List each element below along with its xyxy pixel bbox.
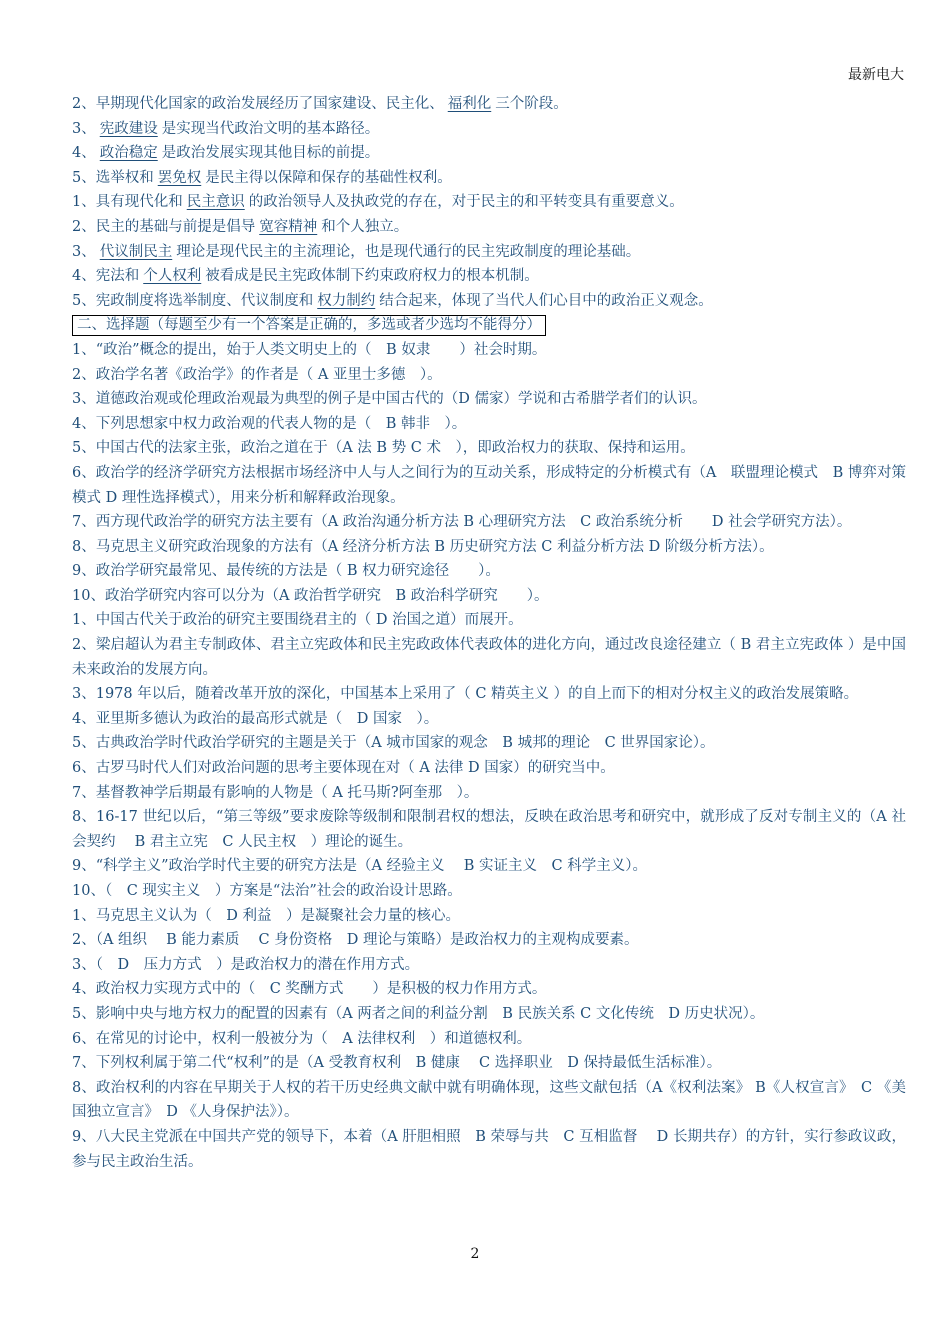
fill-item: 4、宪法和 个人权利 被看成是民主宪政体制下约束政府权力的根本机制。 xyxy=(72,268,539,285)
choice-item: 8、16-17 世纪以后，“第三等级”要求废除等级制和限制君权的想法，反映在政治思考和研究中，就形成了反对专制主义的（A 社会契约 B 君主立宪 C 人民主权 ）理论的诞生。 xyxy=(72,809,906,850)
fill-item: 3、 代议制民主 理论是现代民主的主流理论，也是现代通行的民主宪政制度的理论基础。 xyxy=(72,243,641,260)
choice-item: 4、政治权力实现方式中的（ C 奖酬方式 ）是积极的权力作用方式。 xyxy=(72,981,547,998)
choice-item: 2、梁启超认为君主专制政体、君主立宪政体和民主宪政政体代表政体的进化方向，通过改良途径建立（ B 君主立宪政体 ）是中国未来政治的发展方向。 xyxy=(72,637,906,678)
choice-item: 10、政治学研究内容可以分为（A 政治哲学研究 B 政治科学研究 ）。 xyxy=(72,587,549,604)
choice-item: 5、中国古代的法家主张，政治之道在于（A 法 B 势 C 术 ），即政治权力的获取、保持和运用。 xyxy=(72,440,695,457)
fill-item: 4、 政治稳定 是政治发展实现其他目标的前提。 xyxy=(72,145,380,162)
choice-item: 1、马克思主义认为（ D 利益 ）是凝聚社会力量的核心。 xyxy=(72,907,460,924)
header-text: 最新电大 xyxy=(848,67,904,83)
fill-answer: 宪政建设 xyxy=(99,120,158,137)
choice-item: 9、政治学研究最常见、最传统的方法是（ B 权力研究途径 ）。 xyxy=(72,563,500,580)
choice-item: 7、下列权利属于第二代“权利”的是（A 受教育权利 B 健康 C 选择职业 D 保持最低生活标准）。 xyxy=(72,1055,722,1072)
choice-item: 10、（ C 现实主义 ）方案是“法治”社会的政治设计思路。 xyxy=(72,883,462,899)
choice-item: 5、影响中央与地方权力的配置的因素有（A 两者之间的利益分割 B 民族关系 C 文化传统 D 历史状况）。 xyxy=(72,1005,765,1022)
fill-answer: 政治稳定 xyxy=(99,145,158,162)
fill-item: 3、 宪政建设 是实现当代政治文明的基本路径。 xyxy=(72,120,380,137)
choice-item: 6、古罗马时代人们对政治问题的思考主要体现在对（ A 法律 D 国家）的研究当中。 xyxy=(72,760,615,777)
fill-answer: 民主意识 xyxy=(186,194,245,211)
section-heading xyxy=(72,313,906,338)
choice-item: 8、马克思主义研究政治现象的方法有（A 经济分析方法 B 历史研究方法 C 利益分析方法 D 阶级分析方法）。 xyxy=(72,538,774,555)
choice-item: 9、“科学主义”政治学时代主要的研究方法是（A 经验主义 B 实证主义 C 科学主义）。 xyxy=(72,858,647,875)
fill-answer: 个人权利 xyxy=(143,268,202,285)
fill-item: 5、选举权和 罢免权 是民主得以保障和保存的基础性权利。 xyxy=(72,169,452,186)
choice-item: 4、下列思想家中权力政治观的代表人物的是（ B 韩非 ）。 xyxy=(72,415,467,432)
choice-item: 7、基督教神学后期最有影响的人物是（ A 托马斯?阿奎那 ）。 xyxy=(72,784,479,801)
fill-answer: 罢免权 xyxy=(157,169,202,186)
choice-item: 2、政治学名著《政治学》的作者是（ A 亚里士多德 ）。 xyxy=(72,366,442,383)
document-body xyxy=(72,92,906,1174)
fill-item: 2、早期现代化国家的政治发展经历了国家建设、民主化、 福利化 三个阶段。 xyxy=(72,96,568,112)
choice-item: 6、在常见的讨论中，权利一般被分为（ A 法律权利 ）和道德权利。 xyxy=(72,1030,532,1047)
section-title: 二、选择题（每题至少有一个答案是正确的，多选或者少选均不能得分） xyxy=(72,315,546,336)
choice-item: 1、“政治”概念的提出，始于人类文明史上的（ B 奴隶 ）社会时期。 xyxy=(72,341,547,358)
choice-item: 5、古典政治学时代政治学研究的主题是关于（A 城市国家的观念 B 城邦的理论 C 世界国家论）。 xyxy=(72,735,715,752)
fill-item: 2、民主的基础与前提是倡导 宽容精神 和个人独立。 xyxy=(72,218,409,235)
choice-item: 2、（A 组织 B 能力素质 C 身份资格 D 理论与策略）是政治权力的主观构成要素。 xyxy=(72,932,639,949)
fill-answer: 权力制约 xyxy=(317,292,376,309)
fill-item: 5、宪政制度将选举制度、代议制度和 权力制约 结合起来，体现了当代人们心目中的政治正义观念。 xyxy=(72,292,713,309)
choice-item: 8、政治权利的内容在早期关于人权的若干历史经典文献中就有明确体现，这些文献包括（A《权利法案》 B《人权宣言》 C 《美国独立宣言》 D 《人身保护法》）。 xyxy=(72,1079,906,1121)
fill-answer: 代议制民主 xyxy=(99,243,173,260)
choice-item: 3、（ D 压力方式 ）是政治权力的潜在作用方式。 xyxy=(72,956,420,973)
choice-item: 9、八大民主党派在中国共产党的领导下，本着（A 肝胆相照 B 荣辱与共 C 互相监督 D 长期共存）的方针，实行参政议政，参与民主政治生活。 xyxy=(72,1128,906,1170)
choice-item: 3、道德政治观或伦理政治观最为典型的例子是中国古代的（D 儒家）学说和古希腊学者们的认识。 xyxy=(72,391,707,408)
fill-answer: 宽容精神 xyxy=(259,218,318,235)
choice-item: 3、1978 年以后，随着改革开放的深化，中国基本上采用了（ C 精英主义 ）的自上而下的相对分权主义的政治发展策略。 xyxy=(72,686,859,703)
choice-item: 1、中国古代关于政治的研究主要围绕君主的（ D 治国之道）而展开。 xyxy=(72,612,523,629)
page-number: 2 xyxy=(470,1246,480,1262)
choice-item: 7、西方现代政治学的研究方法主要有（A 政治沟通分析方法 B 心理研究方法 C 政治系统分析 D 社会学研究方法）。 xyxy=(72,514,852,531)
choice-item: 4、亚里斯多德认为政治的最高形式就是（ D 国家 ）。 xyxy=(72,710,439,727)
fill-answer: 福利化 xyxy=(447,96,492,112)
fill-item: 1、具有现代化和 民主意识 的政治领导人及执政党的存在，对于民主的和平转变具有重要意义。 xyxy=(72,194,684,211)
choice-item: 6、政治学的经济学研究方法根据市场经济中人与人之间行为的互动关系，形成特定的分析模式有（A 联盟理论模式 B 博弈对策模式 D 理性选择模式），用来分析和解释政治现象。 xyxy=(72,464,906,506)
